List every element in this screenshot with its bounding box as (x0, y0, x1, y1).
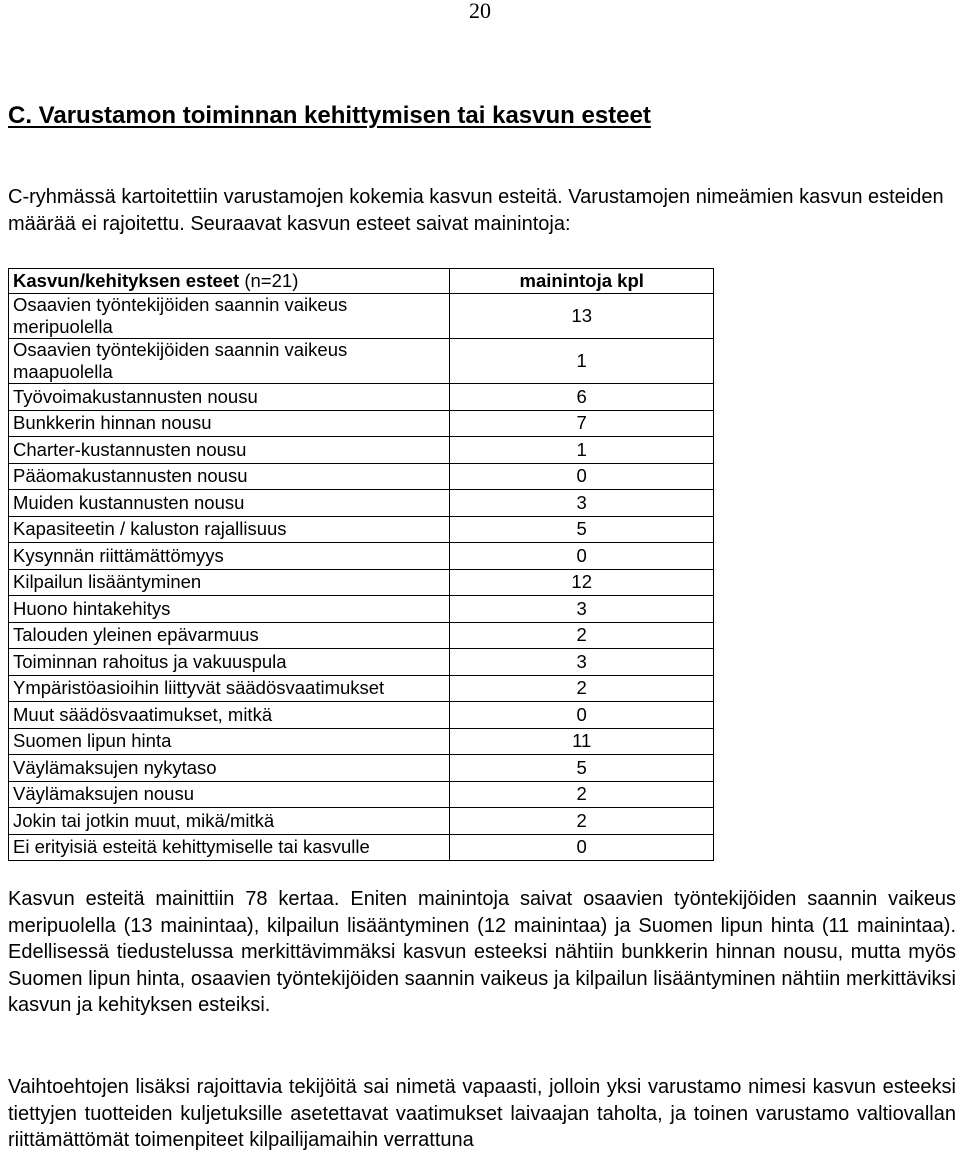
mention-count: 1 (450, 437, 714, 464)
mention-count: 1 (450, 339, 714, 384)
table-row (9, 463, 714, 490)
summary-paragraph: Kasvun esteitä mainittiin 78 kertaa. Eniten mainintoja saivat osaavien työntekijöiden saannin vaikeus meripuolella (13 mainintaa), kilpailun lisääntyminen (12 mainintaa) ja Suomen lipun hinta (11 mainintaa). Edellisessä tiedustelussa merkittävimmäksi kasvun esteeksi nähtiin bunkkerin hinnan nousu, mutta myös Suomen lipun hinta, osaavien työntekijöiden saannin vaikeus ja kilpailun lisääntyminen nähtiin merkittäviksi kasvun ja kehityksen esteiksi. (8, 888, 956, 1016)
header-mentions: mainintoja kpl (450, 269, 714, 294)
header-obstacles (9, 269, 450, 294)
obstacle-name: Väylämaksujen nousu (9, 781, 450, 808)
obstacle-name: Pääomakustannusten nousu (9, 463, 450, 490)
obstacle-name: Osaavien työntekijöiden saannin vaikeus maapuolella (9, 339, 450, 384)
header-sample-size: (n=21) (239, 270, 299, 291)
obstacles-table (8, 268, 714, 861)
table-row (9, 834, 714, 861)
obstacle-name: Työvoimakustannusten nousu (9, 384, 450, 411)
obstacle-name: Toiminnan rahoitus ja vakuuspula (9, 649, 450, 676)
obstacle-name: Suomen lipun hinta (9, 728, 450, 755)
mention-count: 3 (450, 490, 714, 517)
header-obstacles-label: Kasvun/kehityksen esteet (13, 270, 240, 291)
obstacle-name: Kysynnän riittämättömyys (9, 543, 450, 570)
mention-count: 2 (450, 622, 714, 649)
table-row (9, 622, 714, 649)
table-row (9, 516, 714, 543)
obstacle-name: Muut säädösvaatimukset, mitkä (9, 702, 450, 729)
mention-count: 6 (450, 384, 714, 411)
free-answers-paragraph: Vaihtoehtojen lisäksi rajoittavia tekijöitä sai nimetä vapaasti, jolloin yksi varustamo nimesi kasvun esteeksi tiettyjen tuotteiden kuljetuksille asetettavat vaatimukset laivaajan taholta, ja toinen varustamo valtiovallan riittämättömät toimenpiteet kilpailijamaihin verrattuna (8, 1076, 956, 1151)
mention-count: 0 (450, 834, 714, 861)
obstacle-name: Charter-kustannusten nousu (9, 437, 450, 464)
mention-count: 2 (450, 675, 714, 702)
table-row (9, 339, 714, 384)
obstacle-name: Talouden yleinen epävarmuus (9, 622, 450, 649)
obstacle-name: Ympäristöasioihin liittyvät säädösvaatimukset (9, 675, 450, 702)
mention-count: 5 (450, 755, 714, 782)
intro-paragraph: C-ryhmässä kartoitettiin varustamojen kokemia kasvun esteitä. Varustamojen nimeämien kasvun esteiden määrää ei rajoitettu. Seuraavat kasvun esteet saivat mainintoja: (8, 186, 944, 235)
table-row (9, 569, 714, 596)
table-row (9, 702, 714, 729)
table-row (9, 490, 714, 517)
table-row (9, 410, 714, 437)
mention-count: 2 (450, 781, 714, 808)
mention-count: 5 (450, 516, 714, 543)
table-row (9, 675, 714, 702)
table-row (9, 649, 714, 676)
mention-count: 0 (450, 702, 714, 729)
mention-count: 11 (450, 728, 714, 755)
obstacle-name: Huono hintakehitys (9, 596, 450, 623)
mention-count: 3 (450, 649, 714, 676)
table-row (9, 437, 714, 464)
table-row (9, 543, 714, 570)
obstacle-name: Kilpailun lisääntyminen (9, 569, 450, 596)
table-row (9, 294, 714, 339)
mention-count: 0 (450, 543, 714, 570)
table-row (9, 808, 714, 835)
obstacle-name: Jokin tai jotkin muut, mikä/mitkä (9, 808, 450, 835)
table-row (9, 596, 714, 623)
mention-count: 12 (450, 569, 714, 596)
obstacle-name: Osaavien työntekijöiden saannin vaikeus meripuolella (9, 294, 450, 339)
table-row (9, 755, 714, 782)
table-row (9, 781, 714, 808)
section-heading: C. Varustamon toiminnan kehittymisen tai kasvun esteet (8, 102, 651, 129)
mention-count: 3 (450, 596, 714, 623)
mention-count: 0 (450, 463, 714, 490)
mention-count: 7 (450, 410, 714, 437)
mention-count: 2 (450, 808, 714, 835)
table-header-row (9, 269, 714, 294)
page-number: 20 (469, 0, 491, 23)
obstacle-name: Bunkkerin hinnan nousu (9, 410, 450, 437)
obstacle-name: Väylämaksujen nykytaso (9, 755, 450, 782)
obstacle-name: Kapasiteetin / kaluston rajallisuus (9, 516, 450, 543)
mention-count: 13 (450, 294, 714, 339)
table-row (9, 728, 714, 755)
obstacle-name: Ei erityisiä esteitä kehittymiselle tai kasvulle (9, 834, 450, 861)
obstacle-name: Muiden kustannusten nousu (9, 490, 450, 517)
table-row (9, 384, 714, 411)
